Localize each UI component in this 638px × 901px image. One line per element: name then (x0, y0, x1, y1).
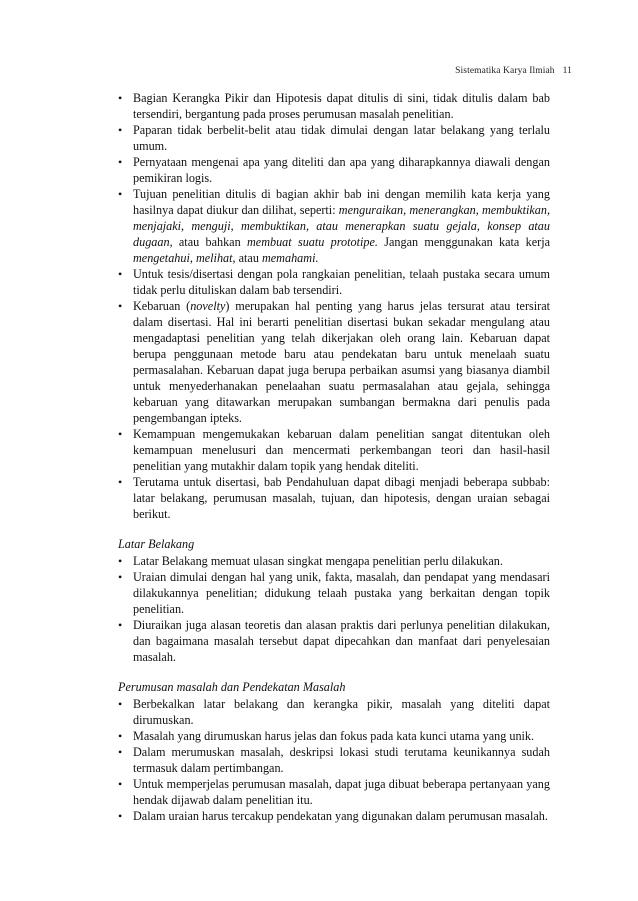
bullet-marker: • (118, 554, 123, 568)
perumusan-masalah-bullet-list (118, 696, 550, 824)
bullet-marker: • (118, 427, 123, 441)
list-item (118, 298, 550, 426)
body-text: Untuk tesis/disertasi dengan pola rangkaian penelitian, telaah pustaka secara umum tidak perlu dituliskan dalam bab tersendiri. (133, 267, 550, 297)
bullet-marker: • (118, 267, 123, 281)
body-text: Paparan tidak berbelit-belit atau tidak dimulai dengan latar belakang yang terlalu umum. (133, 123, 550, 153)
section-title-perumusan-masalah: Perumusan masalah dan Pendekatan Masalah (118, 680, 346, 694)
list-item (118, 186, 550, 266)
body-text: atau bahkan (172, 235, 247, 249)
bullet-marker: • (118, 91, 123, 105)
list-item (118, 266, 550, 298)
bullet-marker: • (118, 187, 123, 201)
body-text: Masalah yang dirumuskan harus jelas dan fokus pada kata kunci utama yang unik. (133, 729, 535, 743)
list-item (118, 776, 550, 808)
list-item (118, 617, 550, 665)
bullet-marker: • (118, 745, 123, 759)
list-item (118, 553, 550, 569)
list-item (118, 154, 550, 186)
body-text: Kebaruan ( (133, 299, 191, 313)
body-text: Bagian Kerangka Pikir dan Hipotesis dapat ditulis di sini, tidak ditulis dalam bab tersendiri, bergantung pada proses perumusan masalah penelitian. (133, 91, 550, 121)
list-item (118, 744, 550, 776)
running-header (455, 66, 572, 76)
body-text: Uraian dimulai dengan hal yang unik, fakta, masalah, dan pendapat yang mendasari dilakukannya penelitian; didukung telaah pustaka yang berkaitan dengan topik penelitian. (133, 570, 550, 616)
body-text: Untuk memperjelas perumusan masalah, dapat juga dibuat beberapa pertanyaan yang hendak dijawab dalam penelitian itu. (133, 777, 550, 807)
bullet-marker: • (118, 299, 123, 313)
bullet-marker: • (118, 697, 123, 711)
bullet-marker: • (118, 729, 123, 743)
italic-text: menguraikan, menerangkan, membuktikan, menjajaki, menguji, membuktikan, atau menerapkan suatu gejala, konsep atau dugaan, (133, 203, 550, 249)
body-text: Tujuan penelitian ditulis di bagian akhir bab ini dengan memilih kata kerja yang hasilnya dapat diukur dan dilihat, seperti: (133, 187, 550, 217)
italic-text: novelty (190, 299, 226, 313)
page-body (118, 90, 550, 824)
bullet-marker: • (118, 777, 123, 791)
body-text: Dalam merumuskan masalah, deskripsi lokasi studi terutama keunikannya sudah termasuk dalam pertimbangan. (133, 745, 550, 775)
page-number: 11 (562, 66, 572, 76)
list-item (118, 426, 550, 474)
bullet-marker: • (118, 123, 123, 137)
body-text: Berbekalkan latar belakang dan kerangka pikir, masalah yang diteliti dapat dirumuskan. (133, 697, 550, 727)
section-title-latar-belakang: Latar Belakang (118, 537, 195, 551)
body-text: Terutama untuk disertasi, bab Pendahuluan dapat dibagi menjadi beberapa subbab: latar belakang, perumusan masalah, tujuan, dan hipotesis, dengan uraian sebagai berikut. (133, 475, 550, 521)
body-text: Diuraikan juga alasan teoretis dan alasan praktis dari perlunya penelitian dilakukan, dan bagaimana masalah tersebut dapat dipecahkan dan manfaat dari penyelesaian masalah. (133, 618, 550, 664)
bullet-marker: • (118, 475, 123, 489)
running-title: Sistematika Karya Ilmiah (455, 66, 555, 76)
bullet-marker: • (118, 155, 123, 169)
body-text: Dalam uraian harus tercakup pendekatan yang digunakan dalam perumusan masalah. (133, 809, 548, 823)
body-text: Jangan menggunakan kata kerja (377, 235, 550, 249)
intro-bullet-list (118, 90, 550, 522)
bullet-marker: • (118, 570, 123, 584)
list-item (118, 728, 550, 744)
list-item (118, 122, 550, 154)
body-text: atau (235, 251, 262, 265)
body-text: Latar Belakang memuat ulasan singkat mengapa penelitian perlu dilakukan. (133, 554, 503, 568)
body-text: ) merupakan hal penting yang harus jelas tersurat atau tersirat dalam disertasi. Hal ini berarti penelitian disertasi bukan sekadar mengulang atau mengadaptasi penelitian yang telah dikerjakan oleh orang lain. Kebaruan dapat berupa penggunaan metode baru atau pendekatan baru untuk menelaah suatu permasalahan. Kebaruan dapat juga berupa perbaikan asumsi yang biasanya diambil untuk menyederhanakan penelaahan suatu permasalahan atau gejala, sehingga kebaruan yang ditawarkan merupakan sumbangan bermakna dari penulis pada pengembangan ipteks. (133, 299, 551, 425)
body-text: Kemampuan mengemukakan kebaruan dalam penelitian sangat ditentukan oleh kemampuan menelusuri dan mencermati perkembangan teori dan hasil-hasil penelitian yang mutakhir dalam topik yang hendak diteliti. (133, 427, 550, 473)
italic-text: mengetahui, melihat, (133, 251, 236, 265)
list-item (118, 569, 550, 617)
italic-text: memahami. (261, 251, 319, 265)
italic-text: membuat suatu prototipe. (246, 235, 378, 249)
list-item (118, 696, 550, 728)
bullet-marker: • (118, 618, 123, 632)
list-item (118, 474, 550, 522)
bullet-marker: • (118, 809, 123, 823)
list-item (118, 90, 550, 122)
list-item (118, 808, 550, 824)
latar-belakang-bullet-list (118, 553, 550, 665)
body-text: Pernyataan mengenai apa yang diteliti dan apa yang diharapkannya diawali dengan pemikiran logis. (133, 155, 550, 185)
